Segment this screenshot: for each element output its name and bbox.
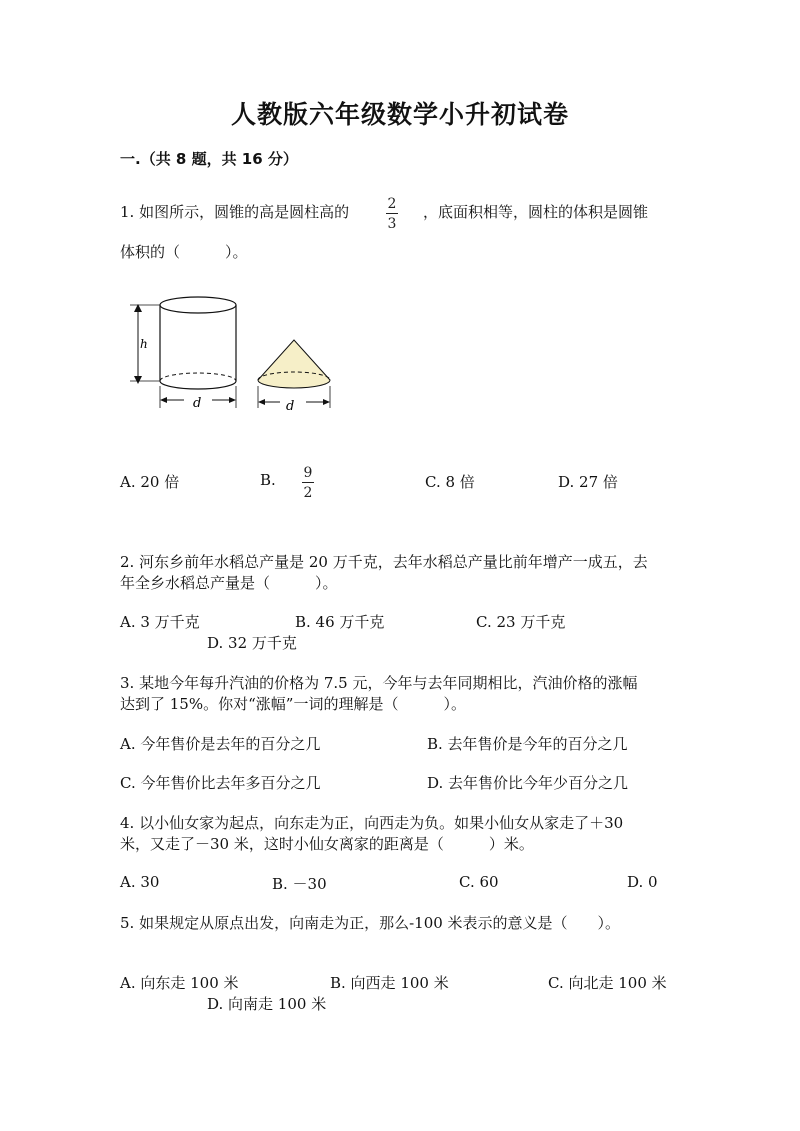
fraction-numerator: 9: [303, 465, 313, 481]
q2-option-c[interactable]: C. 23 万千克: [476, 613, 566, 631]
q5-option-a[interactable]: A. 向东走 100 米: [120, 974, 239, 992]
section-heading: 一.（共 8 题，共 16 分）: [120, 150, 298, 168]
q4-option-d[interactable]: D. 0: [627, 873, 658, 891]
question-2-text-line2: 年全乡水稻总产量是（ ）。: [120, 574, 338, 592]
fraction-denominator: 3: [387, 216, 397, 232]
question-4-text-line2: 米，又走了－30 米，这时小仙女离家的距离是（ ）米。: [120, 835, 534, 853]
cone: [258, 340, 330, 388]
q1-option-b-fraction: [302, 465, 314, 501]
fraction-numerator: 2: [387, 196, 397, 212]
q1-option-b-label[interactable]: B.: [260, 471, 276, 489]
cylinder-diameter-label: d: [193, 396, 202, 411]
q3-option-b[interactable]: B. 去年售价是今年的百分之几: [427, 735, 628, 753]
q3-option-d[interactable]: D. 去年售价比今年少百分之几: [427, 774, 629, 792]
question-1-fraction: [386, 196, 398, 232]
height-label: h: [140, 337, 148, 351]
q4-option-a[interactable]: A. 30: [120, 873, 160, 891]
fraction-bar: [302, 482, 314, 483]
q2-option-d[interactable]: D. 32 万千克: [207, 634, 297, 652]
question-1-text-b: ，底面积相等，圆柱的体积是圆锥: [423, 203, 649, 221]
cylinder-top: [160, 297, 236, 313]
question-2-text-line1: 2. 河东乡前年水稻总产量是 20 万千克，去年水稻总产量比前年增产一成五，去: [120, 553, 648, 571]
q1-option-c[interactable]: C. 8 倍: [425, 473, 475, 491]
cylinder-bottom-front: [160, 381, 236, 389]
q3-option-a[interactable]: A. 今年售价是去年的百分之几: [120, 735, 321, 753]
question-3-text-line1: 3. 某地今年每升汽油的价格为 7.5 元，今年与去年同期相比，汽油价格的涨幅: [120, 674, 638, 692]
page-title: 人教版六年级数学小升初试卷: [230, 100, 569, 129]
q5-option-b[interactable]: B. 向西走 100 米: [330, 974, 449, 992]
fraction-denominator: 2: [303, 485, 313, 501]
fraction-bar: [386, 213, 398, 214]
q1-option-d[interactable]: D. 27 倍: [558, 473, 618, 491]
q4-option-c[interactable]: C. 60: [459, 873, 499, 891]
q4-option-b[interactable]: B. －30: [272, 875, 327, 893]
question-5-text-line1: 5. 如果规定从原点出发，向南走为正，那么-100 米表示的意义是（ ）。: [120, 914, 621, 932]
cone-diameter-label: d: [286, 399, 295, 414]
q5-option-c[interactable]: C. 向北走 100 米: [548, 974, 667, 992]
height-arrow-bottom: [134, 376, 142, 384]
q1-option-a[interactable]: A. 20 倍: [120, 473, 180, 491]
question-1-text-line2: 体积的（ ）。: [120, 243, 248, 261]
q5-option-d[interactable]: D. 向南走 100 米: [207, 995, 327, 1013]
q2-option-a[interactable]: A. 3 万千克: [120, 613, 200, 631]
cylinder-cone-figure: [120, 290, 350, 420]
question-3-text-line2: 达到了 15%。你对“涨幅”一词的理解是（ ）。: [120, 695, 466, 713]
question-1-text-a: 1. 如图所示，圆锥的高是圆柱高的: [120, 203, 350, 221]
question-4-text-line1: 4. 以小仙女家为起点，向东走为正，向西走为负。如果小仙女从家走了＋30: [120, 814, 624, 832]
q3-option-c[interactable]: C. 今年售价比去年多百分之几: [120, 774, 321, 792]
q2-option-b[interactable]: B. 46 万千克: [295, 613, 385, 631]
cylinder-bottom-back: [160, 373, 236, 381]
